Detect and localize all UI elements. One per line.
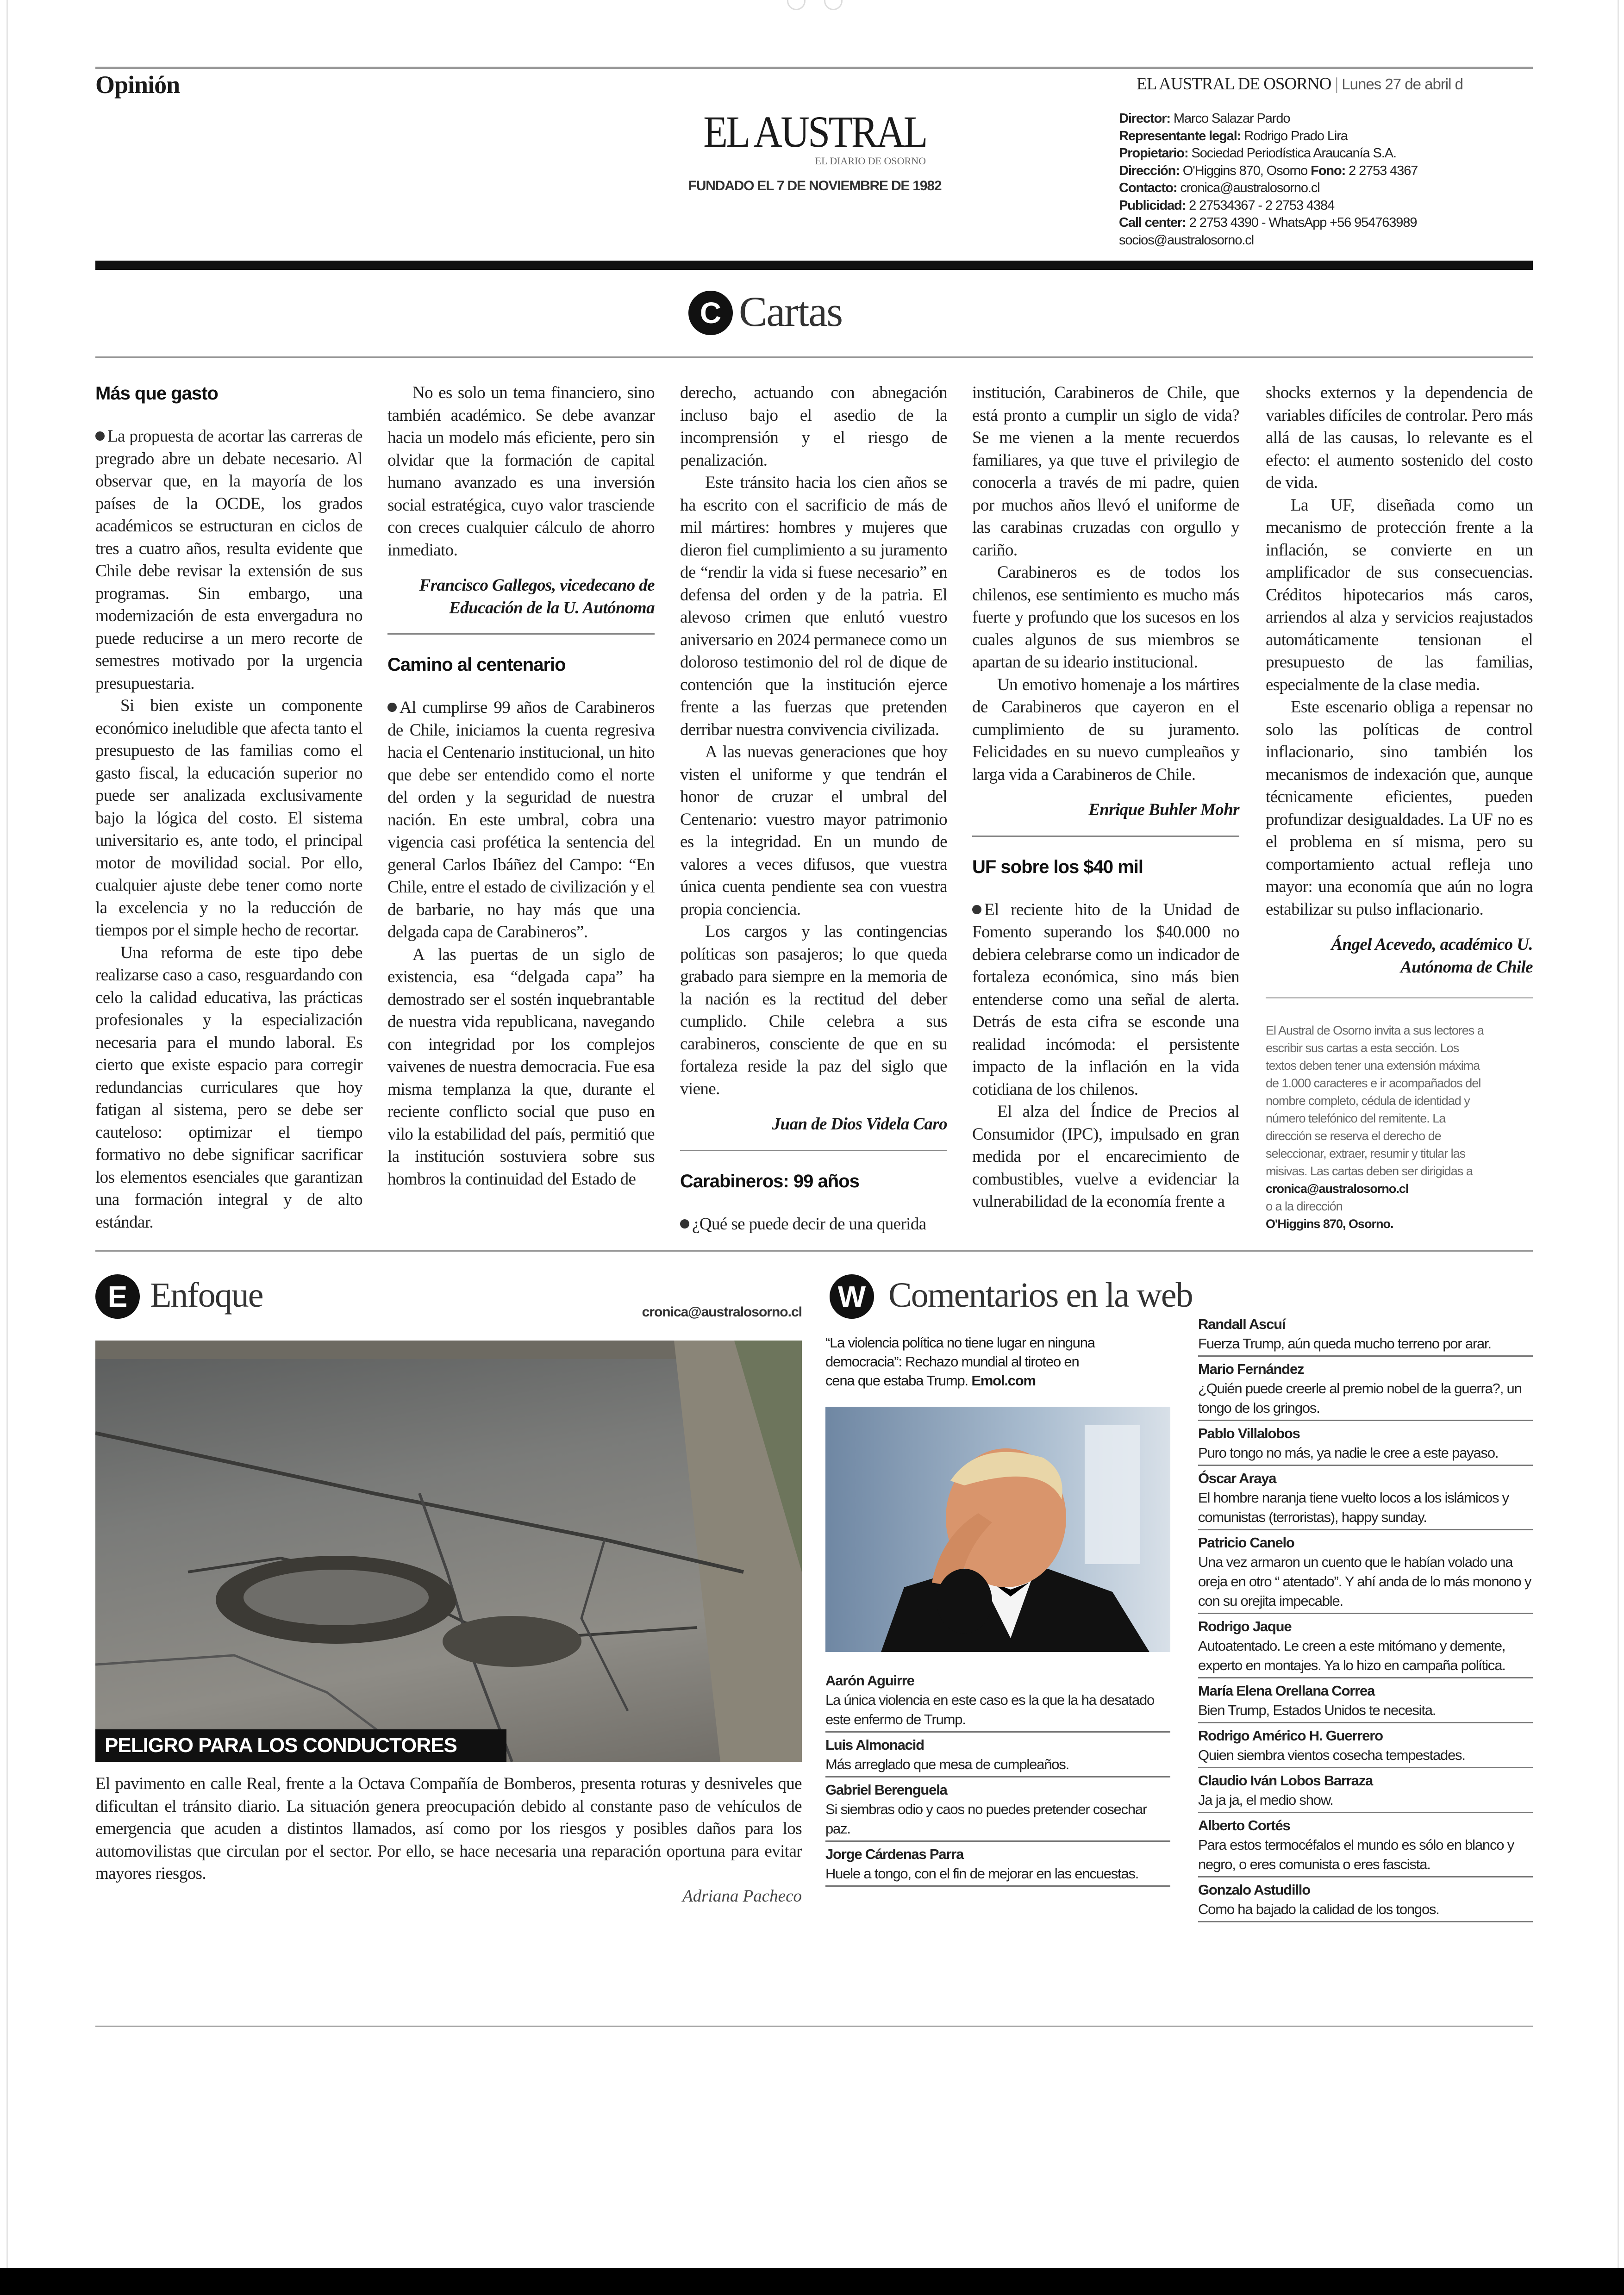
letter-body-cont: No es solo un tema financiero, sino también académico. Se debe avanzar hacia un modelo más eficiente, pero sin olvidar que la formación de capital humano avanzado es una inversión social estratégica, cuyo valor trasciende con creces cualquier cálculo de ahorro inmediato. <box>387 383 655 560</box>
prev-page-button[interactable] <box>787 0 806 10</box>
letter-author: Juan de Dios Videla Caro <box>772 1115 947 1134</box>
letter-author: Enrique Buhler Mohr <box>1088 800 1239 819</box>
photo-caption: PELIGRO PARA LOS CONDUCTORES <box>95 1729 506 1762</box>
cartas-rule <box>95 356 1533 358</box>
notice-divider <box>1266 997 1533 998</box>
comment: Gabriel Berenguela Si siembras odio y caos no puedes pretender cosechar paz. <box>825 1780 1170 1842</box>
staff-callcenter: Call center: 2 2753 4390 - WhatsApp +56 954763989 <box>1119 215 1417 230</box>
separator: | <box>1331 75 1342 94</box>
letter-body: El reciente hito de la Unidad de Fomento superando los $40.000 no debiera celebrarse como un indicador de fortaleza económica, sino más bien entenderse como una señal de alerta. Detrás de esta cifra se esconde una realidad incómoda: el persistente impacto de la inflación en la vida cotidiana de los chilenos. El alza del Índice de Precios al Consumidor (IPC), impulsado en gran medida por el encarecimiento de combustibles, vuelve a evidenciar la vulnerabilidad de la economía frente a <box>972 900 1239 1211</box>
trump-image <box>825 1407 1170 1652</box>
letter-author: Francisco Gallegos, vicedecano de Educación de la U. Autónoma <box>419 576 655 617</box>
enfoque-icon: E <box>95 1274 140 1319</box>
letter-body: La propuesta de acortar las carreras de pregrado abre un debate necesario. Al observar que, en la mayoría de los países de la OCDE, los grados académicos se estructuran en ciclos de tres a cuatro años, resulta evidente que Chile debe revisar la extensión de sus programas. Sin embargo, una modernización de esta envergadura no puede reducirse a un mero recorte de semestres motivado por la urgencia presupuestaria. Si bien existe un componente económico ineludible que afecta tanto el presupuesto de las familias como el gasto fiscal, la educación superior no puede ser analizada exclusivamente bajo la lógica del costo. El sistema universitario es, ante todo, el principal motor de movilidad social. Por ello, cualquier ajuste debe tener como norte la excelencia y no la reducción de tiempos por el simple hecho de recortar. Una reforma de este tipo debe realizarse caso a caso, resguardando con celo la calidad educativa, las prácticas profesionales y la especialización necesaria para el mundo laboral. Es cierto que existe espacio para corregir redundancias curriculares que hoy fatigan al sistema, pero se debe ser cauteloso: optimizar el tiempo formativo no debe significar sacrificar los elementos esenciales que garantizan una formación integral y de alto estándar. <box>95 427 362 1232</box>
page-edge-left <box>6 0 8 2268</box>
web-icon: W <box>830 1274 874 1319</box>
next-page-button[interactable] <box>824 0 843 10</box>
letter-title: UF sobre los $40 mil <box>972 856 1143 877</box>
founded-line: FUNDADO EL 7 DE NOVIEMBRE DE 1982 <box>688 178 942 193</box>
masthead-title: EL AUSTRAL <box>703 107 926 156</box>
staff-ads: Publicidad: 2 27534367 - 2 2753 4384 <box>1119 198 1334 213</box>
letter-body-cont: derecho, actuando con abnegación incluso bajo el asedio de la incomprensión y el riesgo de penalización. Este tránsito hacia los cien años se ha escrito con el sacrificio de más de mil mártires: hombres y mujeres que dieron fiel cumplimiento a su juramento de “rendir la vida si fuese necesario” en defensa del orden y de la patria. El alevoso crimen que enlutó vuestro aniversario en 2024 permanece como un doloroso testimonio del rol de dique de contención que la institución ejerce frente a las fuerzas que pretenden derribar nuestra convivencia civilizada. A las nuevas generaciones que hoy visten el uniforme y que tendrán el honor de cruzar el umbral del Centenario: vuestro mayor patrimonio es la integridad. En un mundo de valores a veces difusos, que vuestra única cuenta pendiente sea con vuestra propia conciencia. Los cargos y las contingencias políticas son pasajeros; lo que queda grabado para siempre en la memoria de la nación es la rectitud del deber cumplido. Chile celebra a sus carabineros, consciente de que en su fortaleza reside la paz del siglo que viene. <box>680 383 947 1098</box>
comment: Luis Almonacid Más arreglado que mesa de cumpleaños. <box>825 1735 1170 1777</box>
comment: Óscar Araya El hombre naranja tiene vuelto locos a los islámicos y comunistas (terroristas), happy sunday. <box>1198 1469 1533 1530</box>
letters-column-3 <box>680 382 947 1235</box>
letter-divider <box>972 836 1239 837</box>
enfoque-photo <box>95 1341 802 1762</box>
enfoque-author: Adriana Pacheco <box>682 1886 802 1906</box>
web-headline: “La violencia política no tiene lugar en ninguna democracia”: Rechazo mundial al tiroteo en cena que estaba Trump. Emol.com <box>825 1335 1095 1389</box>
bottom-rule <box>95 2026 1533 2027</box>
staff-contact: Contacto: cronica@australosorno.cl <box>1119 181 1320 195</box>
notice-or: o a la dirección <box>1266 1199 1343 1213</box>
trump-photo <box>825 1407 1170 1652</box>
comment: Rodrigo Jaque Autoatentado. Le creen a este mitómano y demente, experto en montajes. Ya lo hizo en campaña política. <box>1198 1617 1533 1678</box>
comment: Gonzalo Astudillo Como ha bajado la calidad de los tongos. <box>1198 1880 1533 1922</box>
cartas-icon: C <box>688 291 733 335</box>
section-rule <box>95 1250 1533 1252</box>
notice-email[interactable]: cronica@australosorno.cl <box>1266 1182 1409 1196</box>
staff-socios: socios@australosorno.cl <box>1119 232 1254 248</box>
notice-address: O'Higgins 870, Osorno. <box>1266 1217 1393 1231</box>
comment: María Elena Orellana Correa Bien Trump, Estados Unidos te necesita. <box>1198 1681 1533 1723</box>
letters-notice <box>1266 1022 1488 1233</box>
enfoque-title: Enfoque <box>150 1276 263 1315</box>
letter-title: Carabineros: 99 años <box>680 1171 859 1191</box>
web-comments-right <box>1198 1315 1533 1925</box>
web-title: Comentarios en la web <box>888 1276 1193 1315</box>
letter-body-cont: shocks externos y la dependencia de variables difíciles de controlar. Pero más allá de las causas, lo relevante es el efecto: el aumento sostenido del costo de vida. La UF, diseñada como un mecanismo de protección frente a la inflación, se convierte en un amplificador de sus consecuencias. Créditos hipotecarios más caros, arriendos al alza y servicios reajustados automáticamente tensionan el presupuesto de las familias, especialmente de la clase media. Este escenario obliga a repensar no solo las políticas de control inflacionario, sino también los mecanismos de indexación que, aunque técnicamente eficientes, pueden profundizar desigualdades. La UF no es el problema en sí misma, pero su comportamiento actual refleja uno mayor: una economía que aún no logra estabilizar su pulso inflacionario. <box>1266 383 1533 919</box>
staff-director: Director: Marco Salazar Pardo <box>1119 111 1290 126</box>
enfoque-text: El pavimento en calle Real, frente a la Octava Compañía de Bomberos, presenta roturas y desniveles que dificultan el tránsito diario. La situación genera preocupación debido al constante paso de vehículos de emergencia que acuden a distintos llamados, así como por los riesgos y posibles daños para los automovilistas que circulan por el sector. Por ello, se hace necesaria una reparación oportuna para evitar mayores riesgos. <box>95 1774 802 1883</box>
letter-title: Más que gasto <box>95 383 218 404</box>
letter-body-cont: institución, Carabineros de Chile, que está pronto a cumplir un siglo de vida? Se me vienen a la mente recuerdos familiares, ya que tuve el privilegio de conocerla a través de mi padre, quien por muchos años llevó el uniforme de las carabinas cruzadas con orgullo y cariño. Carabineros es de todos los chilenos, ese sentimiento es mucho más fuerte y profundo que los sucesos en los cuales algunos de sus miembros se apartan de su ideario institucional. Un emotivo homenaje a los mártires de Carabineros que cayeron en el cumplimiento de su juramento. Felicidades en su nuevo cumpleaños y larga vida a Carabineros de Chile. <box>972 383 1239 784</box>
letter-author: Ángel Acevedo, académico U. Autónoma de Chile <box>1331 935 1533 977</box>
letters-column-5 <box>1266 382 1533 1233</box>
masthead-subtitle: EL DIARIO DE OSORNO <box>815 155 926 167</box>
web-comments-left <box>825 1671 1170 1890</box>
staff-legal: Representante legal: Rodrigo Prado Lira <box>1119 128 1348 143</box>
letter-divider <box>387 633 655 635</box>
letter-title: Camino al centenario <box>387 655 566 675</box>
letter-body: ¿Qué se puede decir de una querida <box>680 1213 947 1236</box>
staff-owner: Propietario: Sociedad Periodística Araucanía S.A. <box>1119 146 1396 161</box>
comment: Jorge Cárdenas Parra Huele a tongo, con el fin de mejorar en las encuestas. <box>825 1845 1170 1887</box>
enfoque-email[interactable]: cronica@australosorno.cl <box>642 1304 802 1320</box>
staff-box <box>1119 110 1536 249</box>
page-date <box>1137 74 1463 94</box>
road-pothole-image <box>95 1341 802 1762</box>
bullet-icon <box>680 1219 689 1229</box>
letter-divider <box>680 1150 947 1151</box>
masthead-logo <box>676 109 954 167</box>
letters-column-1 <box>95 382 362 1234</box>
page-edge-right <box>1618 0 1619 2268</box>
comment: Pablo Villalobos Puro tongo no más, ya nadie le cree a este payaso. <box>1198 1424 1533 1466</box>
section-title: Opinión <box>95 71 180 99</box>
date: Lunes 27 de abril d <box>1342 75 1463 93</box>
bullet-icon <box>95 431 105 441</box>
notice-text: El Austral de Osorno invita a sus lectores a escribir sus cartas a esta sección. Los textos deben tener una extensión máxima de 1.000 caracteres e ir acompañados del nombre completo, cédula de identidad y número telefónico del remitente. La dirección se reserva el derecho de seleccionar, extraer, resumir y titular las misivas. Las cartas deben ser dirigidas a <box>1266 1023 1484 1178</box>
cartas-title: Cartas <box>739 288 843 335</box>
comment: Alberto Cortés Para estos termocéfalos el mundo es sólo en blanco y negro, o eres comunista o eres fascista. <box>1198 1816 1533 1877</box>
bullet-icon <box>387 703 397 712</box>
letters-column-2 <box>387 382 655 1191</box>
staff-address: Dirección: O'Higgins 870, Osorno Fono: 2 2753 4367 <box>1119 163 1418 178</box>
comment: Aarón Aguirre La única violencia en este caso es la que la ha desatado este enfermo de Trump. <box>825 1671 1170 1733</box>
comment: Randall Ascuí Fuerza Trump, aún queda mucho terreno por arar. <box>1198 1315 1533 1357</box>
top-rule <box>95 67 1533 69</box>
letters-column-4 <box>972 382 1239 1213</box>
paper-name: EL AUSTRAL DE OSORNO <box>1137 75 1331 94</box>
letter-body: Al cumplirse 99 años de Carabineros de Chile, iniciamos la cuenta regresiva hacia el Centenario institucional, un hito que debe ser entendido como el norte del orden y la seguridad de nuestra nación. En este umbral, cobra una vigencia casi profética la sentencia del general Carlos Ibáñez del Campo: “En Chile, entre el estado de civilización y el de barbarie, no hay más que una delgada capa de Carabineros”. A las puertas de un siglo de existencia, esa “delgada capa” ha demostrado ser el sostén inquebrantable de nuestra vida republicana, navegando con integridad por los complejos vaivenes de nuestra democracia. Fue esa misma templanza la que, durante el reciente conflicto social que puso en vilo la estabilidad del país, permitió que la institución sostuviera sobre sus hombros la continuidad del Estado de <box>387 698 655 1189</box>
enfoque-text-block <box>95 1773 802 1908</box>
comment: Patricio Canelo Una vez armaron un cuento que le habían volado una oreja en otro “ atentado”. Y ahí anda de lo más monono y con su orejita impecable. <box>1198 1533 1533 1614</box>
header-thick-rule <box>95 261 1533 270</box>
web-source: Emol.com <box>971 1372 1036 1389</box>
bullet-icon <box>972 905 981 914</box>
viewer-bottom-bar <box>0 2268 1624 2295</box>
comment: Mario Fernández ¿Quién puede creerle al premio nobel de la guerra?, un tongo de los gringos. <box>1198 1360 1533 1421</box>
comment: Claudio Iván Lobos Barraza Ja ja ja, el medio show. <box>1198 1771 1533 1813</box>
comment: Rodrigo Américo H. Guerrero Quien siembra vientos cosecha tempestades. <box>1198 1726 1533 1768</box>
